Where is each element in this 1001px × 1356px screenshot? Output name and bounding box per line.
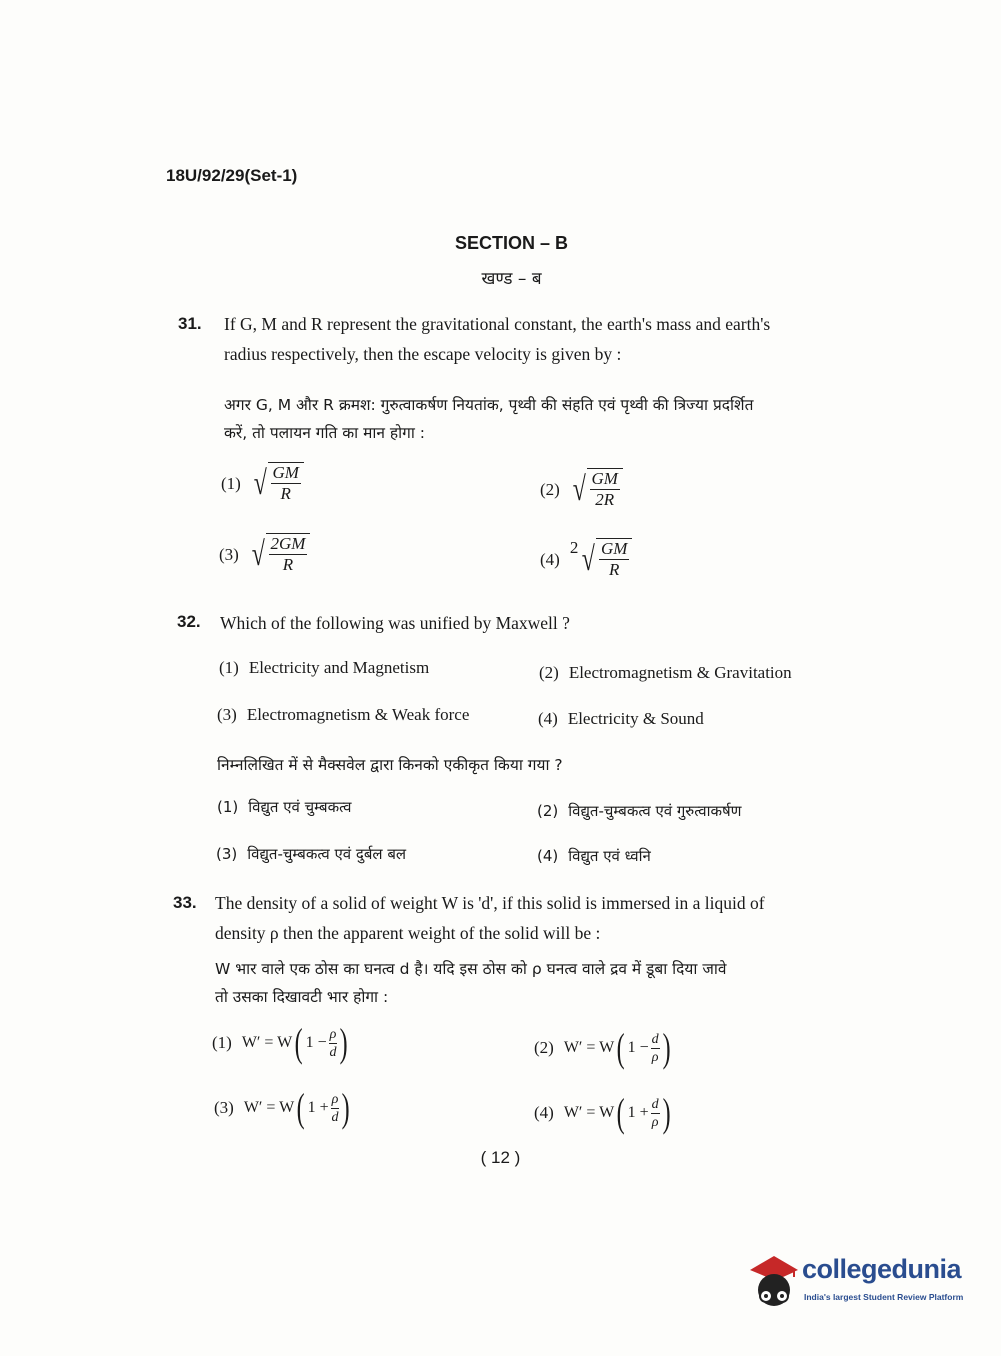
option-label: (1) bbox=[221, 474, 241, 493]
question-text bbox=[215, 888, 845, 948]
option-label: (4) bbox=[537, 847, 559, 865]
right-paren: ) bbox=[662, 1025, 671, 1070]
question-text-hindi bbox=[224, 391, 854, 447]
option-label: (3) bbox=[216, 845, 238, 863]
question-text-line: density ρ then the apparent weight of the solid will be : bbox=[215, 923, 601, 943]
option-2 bbox=[540, 468, 623, 512]
coefficient: 2 bbox=[569, 538, 579, 557]
fraction bbox=[587, 468, 623, 512]
option-2 bbox=[534, 1025, 673, 1070]
logo-tagline: India's largest Student Review Platform bbox=[804, 1292, 964, 1302]
question-text-line: radius respectively, then the escape velocity is given by : bbox=[224, 344, 622, 364]
hindi-line: W भार वाले एक ठोस का घनत्व d है। यदि इस ठोस को ρ घनत्व वाले द्रव में डूबा दिया जावे bbox=[215, 960, 727, 978]
numerator: d bbox=[651, 1096, 659, 1112]
radical-sign: √ bbox=[572, 471, 586, 508]
weight-formula bbox=[243, 1085, 353, 1130]
denominator: ρ bbox=[651, 1114, 659, 1130]
right-paren: ) bbox=[340, 1020, 349, 1065]
fraction bbox=[596, 538, 632, 582]
option-3 bbox=[214, 1085, 353, 1130]
option-4-hindi bbox=[537, 846, 651, 866]
denominator: R bbox=[609, 560, 620, 579]
denominator: ρ bbox=[651, 1049, 659, 1065]
denominator: R bbox=[282, 555, 294, 574]
formula-lhs: W′ = W bbox=[243, 1099, 295, 1116]
numerator: d bbox=[651, 1031, 659, 1047]
formula-lhs: W′ = W bbox=[241, 1034, 293, 1051]
option-1 bbox=[221, 462, 304, 506]
option-label: (2) bbox=[540, 480, 560, 499]
numerator: ρ bbox=[329, 1026, 337, 1042]
option-1 bbox=[219, 658, 429, 678]
fraction bbox=[651, 1031, 660, 1066]
right-paren: ) bbox=[662, 1090, 671, 1135]
formula-operator: 1 + bbox=[627, 1104, 649, 1121]
option-text: Electricity & Sound bbox=[567, 709, 704, 728]
fraction bbox=[266, 533, 311, 577]
option-label: (3) bbox=[217, 705, 237, 724]
right-paren: ) bbox=[342, 1085, 351, 1130]
fraction bbox=[329, 1026, 338, 1061]
option-label: (2) bbox=[534, 1038, 554, 1057]
option-1 bbox=[212, 1020, 351, 1065]
formula-operator: 1 − bbox=[627, 1039, 649, 1056]
option-label: (3) bbox=[219, 545, 239, 564]
option-label: (1) bbox=[217, 798, 239, 816]
denominator: d bbox=[329, 1044, 337, 1060]
option-label: (4) bbox=[534, 1103, 554, 1122]
sqrt-expression bbox=[570, 468, 623, 512]
formula-operator: 1 + bbox=[307, 1099, 329, 1116]
question-text-line: If G, M and R represent the gravitational constant, the earth's mass and earth's bbox=[224, 314, 771, 334]
radical-sign: √ bbox=[251, 536, 265, 573]
option-label: (4) bbox=[540, 550, 560, 569]
option-3 bbox=[217, 705, 469, 725]
question-text: Which of the following was unified by Maxwell ? bbox=[220, 613, 570, 633]
option-label: (2) bbox=[537, 802, 559, 820]
fraction bbox=[268, 462, 304, 506]
formula-lhs: W′ = W bbox=[563, 1039, 615, 1056]
option-label: (4) bbox=[538, 709, 558, 728]
option-2-hindi bbox=[537, 801, 742, 821]
section-title-hindi: खण्ड – ब bbox=[481, 269, 542, 289]
option-3 bbox=[219, 533, 310, 577]
option-text: विद्युत-चुम्बकत्व एवं दुर्बल बल bbox=[247, 845, 407, 863]
option-2 bbox=[539, 663, 792, 683]
option-3-hindi bbox=[216, 844, 406, 864]
fraction bbox=[331, 1091, 340, 1126]
sqrt-expression bbox=[251, 462, 304, 506]
formula-lhs: W′ = W bbox=[563, 1104, 615, 1121]
left-paren: ( bbox=[616, 1090, 625, 1135]
fraction bbox=[651, 1096, 660, 1131]
denominator: 2R bbox=[595, 490, 615, 509]
option-text: विद्युत-चुम्बकत्व एवं गुरुत्वाकर्षण bbox=[568, 802, 742, 820]
question-number: 31. bbox=[178, 314, 202, 333]
option-text: Electricity and Magnetism bbox=[248, 658, 430, 677]
option-text: Electromagnetism & Gravitation bbox=[568, 663, 792, 682]
option-label: (2) bbox=[539, 663, 559, 682]
weight-formula bbox=[563, 1025, 673, 1070]
option-label: (3) bbox=[214, 1098, 234, 1117]
page-number: ( 12 ) bbox=[480, 1148, 521, 1167]
numerator: GM bbox=[272, 463, 299, 482]
radical-sign: √ bbox=[582, 541, 596, 578]
formula-operator: 1 − bbox=[305, 1034, 327, 1051]
denominator: d bbox=[331, 1109, 339, 1125]
left-paren: ( bbox=[616, 1025, 625, 1070]
hindi-line: तो उसका दिखावटी भार होगा : bbox=[215, 988, 389, 1006]
hindi-line: करें, तो पलायन गति का मान होगा : bbox=[224, 424, 426, 442]
mascot-icon bbox=[744, 1250, 804, 1312]
option-label: (1) bbox=[212, 1033, 232, 1052]
hindi-line: अगर G, M और R क्रमश: गुरुत्वाकर्षण नियतांक, पृथ्वी की संहति एवं पृथ्वी की त्रिज्या प्रदर्शित bbox=[224, 396, 754, 414]
logo-wordmark: collegedunia bbox=[802, 1254, 962, 1284]
left-paren: ( bbox=[296, 1085, 305, 1130]
option-4 bbox=[540, 538, 632, 582]
radical-sign: √ bbox=[253, 465, 267, 502]
option-text: विद्युत एवं चुम्बकत्व bbox=[248, 798, 352, 816]
denominator: R bbox=[280, 484, 291, 503]
sqrt-expression bbox=[249, 533, 311, 577]
option-label: (1) bbox=[219, 658, 239, 677]
paper-code: 18U/92/29(Set-1) bbox=[166, 166, 298, 185]
section-title: SECTION – B bbox=[454, 233, 569, 253]
question-number: 32. bbox=[177, 612, 201, 631]
question-text-line: The density of a solid of weight W is 'd', if this solid is immersed in a liquid of bbox=[215, 893, 765, 913]
numerator: GM bbox=[601, 539, 628, 558]
option-4 bbox=[538, 709, 704, 729]
collegedunia-logo[interactable] bbox=[744, 1250, 974, 1315]
option-4 bbox=[534, 1090, 673, 1135]
question-text-hindi: निम्नलिखित में से मैक्सवेल द्वारा किनको एकीकृत किया गया ? bbox=[217, 756, 563, 774]
weight-formula bbox=[241, 1020, 351, 1065]
question-text-hindi bbox=[215, 955, 845, 1011]
left-paren: ( bbox=[294, 1020, 303, 1065]
question-number: 33. bbox=[173, 893, 197, 912]
option-text: विद्युत एवं ध्वनि bbox=[568, 847, 651, 865]
weight-formula bbox=[563, 1090, 673, 1135]
sqrt-expression bbox=[570, 538, 633, 582]
numerator: ρ bbox=[331, 1091, 339, 1107]
question-text bbox=[224, 309, 854, 369]
option-text: Electromagnetism & Weak force bbox=[246, 705, 470, 724]
numerator: GM bbox=[591, 469, 618, 488]
numerator: 2GM bbox=[270, 534, 306, 553]
option-1-hindi bbox=[217, 797, 351, 817]
